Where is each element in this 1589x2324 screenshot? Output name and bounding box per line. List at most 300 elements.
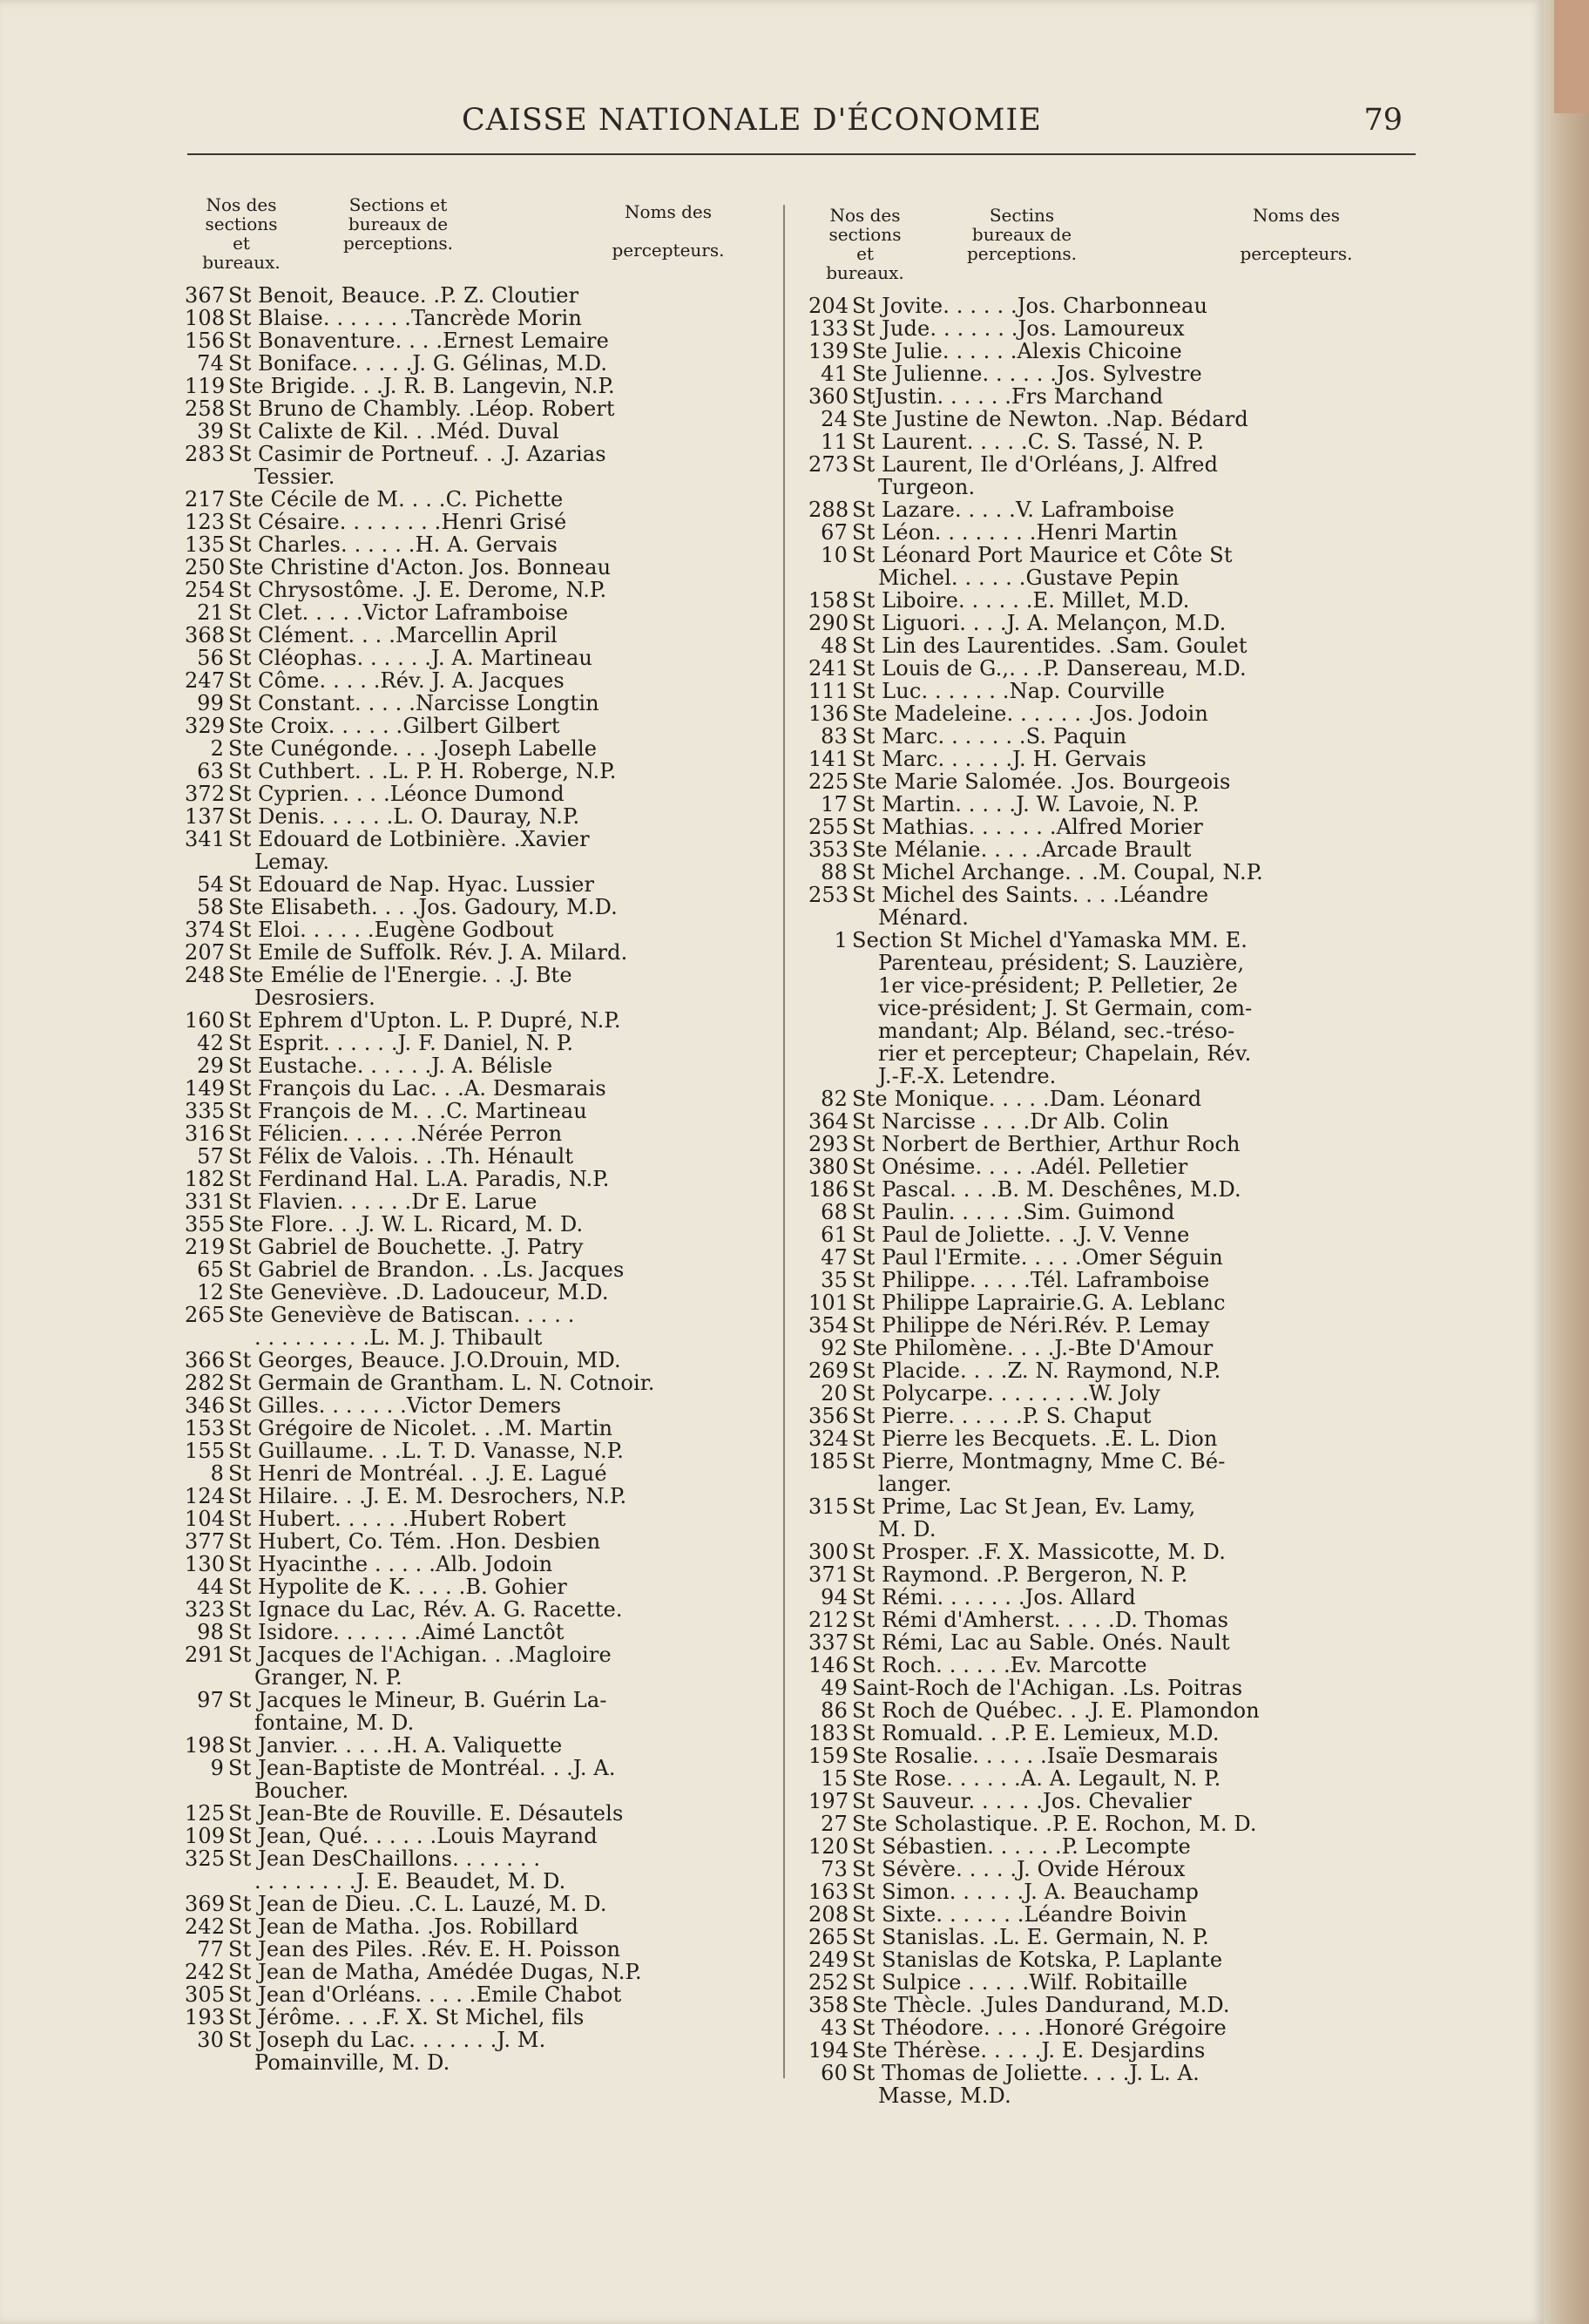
entry-continuation: Parenteau, président; S. Lauzière,	[878, 951, 1245, 975]
entry-text: St Flavien. . . . . .Dr E. Larue	[228, 1189, 538, 1214]
entry-number: 185	[808, 1449, 849, 1474]
directory-entry	[808, 1358, 1383, 1383]
directory-entry	[185, 1212, 751, 1237]
directory-entry	[808, 1834, 1383, 1859]
directory-entry	[185, 1824, 751, 1848]
entry-text: Ste Julienne. . . . . .Jos. Sylvestre	[852, 362, 1202, 386]
entry-number: 293	[808, 1132, 849, 1156]
entry-text: St Hilaire. . .J. E. M. Desrochers, N.P.	[228, 1484, 627, 1508]
entry-number: 124	[185, 1484, 226, 1508]
col-head-numbers: Nos des sections et bureaux.	[202, 194, 281, 273]
entry-number: 341	[185, 827, 226, 851]
directory-entry	[185, 532, 751, 557]
entry-number: 15	[821, 1766, 848, 1791]
entry-text: St Félix de Valois. . .Th. Hénault	[228, 1144, 574, 1169]
entry-text: St Placide. . . .Z. N. Raymond, N.P.	[852, 1358, 1221, 1383]
directory-entry	[808, 837, 1383, 862]
directory-entry	[185, 1303, 751, 1350]
directory-entry	[817, 929, 1383, 1087]
entry-number: 17	[821, 792, 848, 816]
entry-number: 325	[185, 1846, 226, 1871]
directory-entry	[817, 2016, 1383, 2039]
directory-entry	[193, 601, 751, 624]
directory-entry	[808, 1630, 1383, 1655]
entry-text: St Jacques le Mineur, B. Guérin La-	[228, 1688, 607, 1712]
entry-number: 305	[185, 1982, 226, 2007]
entry-text: St Rémi. . . . . . .Jos. Allard	[852, 1585, 1136, 1609]
entry-continuation: . . . . . . . . .L. M. J. Thibault	[254, 1325, 543, 1350]
directory-entry	[808, 294, 1383, 318]
directory-entry	[808, 339, 1383, 363]
entry-text: St Liguori. . . .J. A. Melançon, M.D.	[852, 611, 1227, 635]
directory-entry	[808, 384, 1383, 409]
directory-entry	[185, 1484, 751, 1508]
col-head-sections: Sections et bureaux de perceptions.	[342, 194, 453, 254]
directory-entry	[808, 1494, 1383, 1541]
entry-text: Ste Rosalie. . . . . .Isaïe Desmarais	[852, 1744, 1219, 1768]
directory-entry	[185, 714, 751, 738]
entry-number: 355	[185, 1212, 226, 1237]
directory-entry	[193, 1032, 751, 1054]
entry-number: 21	[197, 600, 224, 625]
entry-number: 108	[185, 306, 226, 330]
directory-entry	[808, 1132, 1383, 1156]
directory-entry	[808, 1291, 1383, 1315]
entry-text: St Casimir de Portneuf. . .J. Azarias	[228, 442, 606, 466]
entry-number: 380	[808, 1155, 849, 1179]
entry-text: St Paul l'Ermite. . . . .Omer Séguin	[852, 1245, 1223, 1270]
entry-number: 204	[808, 294, 849, 318]
directory-entry	[185, 487, 751, 512]
entry-text: St Sévère. . . . .J. Ovide Héroux	[852, 1857, 1186, 1881]
directory-entry	[193, 760, 751, 783]
entry-continuation: Pomainville, M. D.	[254, 2050, 450, 2075]
entry-number: 186	[808, 1177, 849, 1202]
entry-text: St Philippe Laprairie.G. A. Leblanc	[852, 1291, 1226, 1315]
directory-entry	[808, 1925, 1383, 1949]
directory-entry	[808, 1744, 1383, 1768]
directory-entry	[185, 782, 751, 806]
directory-entry	[817, 634, 1383, 657]
directory-entry	[808, 883, 1383, 930]
entry-text: St Gabriel de Bouchette. .J. Patry	[228, 1235, 584, 1259]
directory-entry	[185, 804, 751, 829]
entry-text: Ste Flore. . .J. W. L. Ricard, M. D.	[228, 1212, 584, 1237]
directory-entry	[193, 1689, 751, 1734]
entry-text: St Jean DesChaillons. . . . . . .	[228, 1846, 541, 1871]
directory-entry	[185, 827, 751, 874]
entry-number: 358	[808, 1993, 849, 2017]
entry-number: 133	[808, 316, 849, 341]
directory-entry	[185, 1416, 751, 1440]
entry-text: St Isidore. . . . . . .Aimé Lanctôt	[228, 1620, 565, 1644]
directory-entry	[817, 2062, 1383, 2107]
directory-entry	[193, 692, 751, 715]
directory-entry	[185, 1371, 751, 1395]
entry-number: 377	[185, 1529, 226, 1554]
entry-number: 300	[808, 1540, 849, 1564]
entry-text: St Léon. . . . . . . .Henri Martin	[852, 520, 1178, 545]
entry-text: St Gilles. . . . . . .Victor Demers	[228, 1393, 562, 1418]
directory-entry	[185, 963, 751, 1010]
entry-text: St Roch de Québec. . .J. E. Plamondon	[852, 1698, 1260, 1723]
entry-text: St Théodore. . . . .Honoré Grégoire	[852, 2016, 1227, 2040]
entry-number: 356	[808, 1404, 849, 1428]
col-head-names: Noms des percepteurs.	[612, 201, 725, 261]
directory-entry	[817, 1677, 1383, 1699]
directory-entry	[185, 1643, 751, 1690]
entry-number: 47	[821, 1245, 848, 1270]
entry-text: Ste Monique. . . . .Dam. Léonard	[852, 1087, 1202, 1111]
entry-text: St Lazare. . . . .V. Laframboise	[852, 498, 1175, 522]
entry-number: 372	[185, 782, 226, 806]
page-edge	[1544, 0, 1589, 2324]
entry-text: Ste Christine d'Acton. Jos. Bonneau	[228, 555, 612, 579]
directory-entry	[808, 1313, 1383, 1338]
directory-entry	[817, 1812, 1383, 1835]
right-column-header	[817, 206, 1383, 284]
directory-entry	[185, 1914, 751, 1939]
entry-number: 77	[197, 1937, 224, 1962]
entry-text: St Emile de Suffolk. Rév. J. A. Milard.	[228, 940, 628, 965]
directory-entry	[193, 1621, 751, 1643]
entry-text: St Sébastien. . . . . .P. Lecompte	[852, 1834, 1191, 1859]
directory-entry	[817, 1586, 1383, 1609]
entry-continuation: Granger, N. P.	[254, 1665, 402, 1690]
entry-number: 249	[808, 1948, 849, 1972]
entry-text: St Stanislas de Kotska, P. Laplante	[852, 1948, 1223, 1972]
torn-corner	[1554, 0, 1589, 113]
directory-entry	[193, 352, 751, 375]
entry-text: St Jean-Baptiste de Montréal. . .J. A.	[228, 1756, 616, 1780]
entry-number: 346	[185, 1393, 226, 1418]
entry-number: 39	[197, 419, 224, 444]
entry-text: St Prosper. .F. X. Massicotte, M. D.	[852, 1540, 1226, 1564]
entry-number: 49	[821, 1676, 848, 1700]
entry-text: St Lin des Laurentides. .Sam. Goulet	[852, 634, 1248, 658]
entry-text: St Blaise. . . . . . .Tancrède Morin	[228, 306, 582, 330]
entry-number: 193	[185, 2005, 226, 2029]
directory-entry	[185, 374, 751, 398]
directory-entry	[185, 510, 751, 534]
entry-text: St Charles. . . . . .H. A. Gervais	[228, 532, 558, 557]
entry-continuation: Ménard.	[878, 905, 970, 930]
entry-continuation: Michel. . . . . .Gustave Pepin	[878, 566, 1180, 590]
entry-number: 27	[821, 1812, 848, 1836]
entry-text: Section St Michel d'Yamaska MM. E.	[852, 928, 1248, 952]
directory-entry	[817, 725, 1383, 748]
directory-entry	[185, 1189, 751, 1214]
entry-text: Ste Brigide. . .J. R. B. Langevin, N.P.	[228, 374, 615, 398]
entry-number: 54	[197, 872, 224, 897]
directory-entry	[808, 452, 1383, 499]
entry-text: St François du Lac. . .A. Desmarais	[228, 1076, 606, 1101]
entry-number: 44	[197, 1575, 224, 1599]
entry-text: St Eloi. . . . . .Eugène Godbout	[228, 918, 554, 942]
entry-number: 92	[821, 1336, 848, 1360]
entry-text: St Pierre, Montmagny, Mme C. Bé-	[852, 1449, 1226, 1474]
directory-entry	[808, 1449, 1383, 1496]
entry-continuation: 1er vice-président; P. Pelletier, 2e	[878, 973, 1238, 998]
entry-number: 374	[185, 918, 226, 942]
directory-entry	[185, 1099, 751, 1123]
entry-number: 125	[185, 1801, 226, 1826]
entry-text: St Michel des Saints. . . .Léandre	[852, 883, 1209, 907]
entry-number: 219	[185, 1235, 226, 1259]
right-column	[808, 205, 1383, 2108]
entry-text: St Liboire. . . . . .E. Millet, M.D.	[852, 588, 1190, 613]
directory-entry	[808, 1993, 1383, 2017]
entry-continuation: Boucher.	[254, 1779, 349, 1803]
entry-number: 42	[197, 1031, 224, 1055]
entry-number: 68	[821, 1200, 848, 1224]
column-divider	[783, 205, 785, 2078]
directory-entry	[808, 769, 1383, 794]
entry-number: 153	[185, 1416, 226, 1440]
entry-text: StJustin. . . . . .Frs Marchand	[852, 384, 1164, 409]
entry-text: St Bruno de Chambly. .Léop. Robert	[228, 396, 615, 421]
entry-text: St Côme. . . . .Rév. J. A. Jacques	[228, 668, 565, 693]
entry-text: St Prime, Lac St Jean, Ev. Lamy,	[852, 1494, 1196, 1519]
entry-text: St Philippe. . . . .Tél. Laframboise	[852, 1268, 1210, 1292]
entry-number: 41	[821, 362, 848, 386]
directory-entry	[193, 1938, 751, 1961]
directory-entry	[808, 1404, 1383, 1428]
entry-number: 265	[185, 1303, 226, 1327]
directory-entry	[808, 1177, 1383, 1202]
directory-entry	[808, 1880, 1383, 1904]
page-number: 79	[1363, 103, 1403, 138]
directory-entry	[808, 1902, 1383, 1927]
col-head-sections: Sectins bureaux de perceptions.	[966, 205, 1077, 264]
directory-entry	[808, 1970, 1383, 1995]
entry-number: 141	[808, 747, 849, 771]
entry-number: 149	[185, 1076, 226, 1101]
directory-entry	[185, 555, 751, 579]
directory-entry	[808, 815, 1383, 839]
entry-text: St Germain de Grantham. L. N. Cotnoir.	[228, 1371, 655, 1395]
entry-number: 331	[185, 1189, 226, 1214]
entry-continuation: rier et percepteur; Chapelain, Rév.	[878, 1041, 1252, 1066]
entry-number: 369	[185, 1892, 226, 1916]
entry-number: 371	[808, 1562, 849, 1587]
directory-entry	[817, 408, 1383, 430]
entry-text: St Narcisse . . . .Dr Alb. Colin	[852, 1109, 1169, 1134]
entry-number: 130	[185, 1552, 226, 1576]
directory-entry	[193, 737, 751, 760]
entry-continuation: Turgeon.	[878, 475, 976, 499]
entry-number: 163	[808, 1880, 849, 1904]
directory-entry	[817, 861, 1383, 884]
directory-entry	[817, 1223, 1383, 1246]
directory-entry	[808, 1653, 1383, 1677]
entry-text: Ste Marie Salomée. .Jos. Bourgeois	[852, 769, 1231, 794]
entry-number: 137	[185, 804, 226, 829]
entry-text: St Edouard de Nap. Hyac. Lussier	[228, 872, 595, 897]
directory-entry	[185, 623, 751, 647]
entry-number: 291	[185, 1643, 226, 1667]
directory-entry	[193, 896, 751, 918]
entry-text: St Clément. . . .Marcellin April	[228, 623, 558, 647]
directory-entry	[193, 1281, 751, 1304]
entry-text: St Paul de Joliette. . .J. V. Venne	[852, 1223, 1190, 1247]
entry-text: St Constant. . . . .Narcisse Longtin	[228, 691, 599, 715]
entry-number: 8	[210, 1461, 224, 1486]
entry-number: 250	[185, 555, 226, 579]
entry-text: St Hubert, Co. Tém. .Hon. Desbien	[228, 1529, 601, 1554]
entry-number: 367	[185, 283, 226, 308]
entry-continuation: Masse, M.D.	[878, 2083, 1011, 2108]
entry-continuation: Tessier.	[254, 464, 335, 489]
entry-number: 74	[197, 351, 224, 376]
entry-number: 63	[197, 759, 224, 783]
entry-text: St Paulin. . . . . .Sim. Guimond	[852, 1200, 1175, 1224]
entry-continuation: Lemay.	[254, 850, 330, 874]
directory-entry	[185, 1982, 751, 2007]
entry-text: St Ephrem d'Upton. L. P. Dupré, N.P.	[228, 1008, 621, 1033]
directory-entry	[808, 1948, 1383, 1972]
entry-number: 104	[185, 1507, 226, 1531]
entry-number: 315	[808, 1494, 849, 1519]
entry-number: 136	[808, 701, 849, 726]
entry-text: St Hypolite de K. . . . .B. Gohier	[228, 1575, 568, 1599]
directory-entry	[193, 873, 751, 896]
entry-text: St Philippe de Néri.Rév. P. Lemay	[852, 1313, 1210, 1338]
directory-entry	[185, 1733, 751, 1758]
entry-number: 30	[197, 2028, 224, 2052]
entry-continuation: . . . . . . . .J. E. Beaudet, M. D.	[254, 1869, 566, 1894]
directory-entry	[817, 1201, 1383, 1223]
entry-number: 58	[197, 895, 224, 919]
entry-text: St Onésime. . . . .Adél. Pelletier	[852, 1155, 1188, 1179]
entry-text: St François de M. . .C. Martineau	[228, 1099, 587, 1123]
page-title: CAISSE NATIONALE D'ÉCONOMIE	[462, 103, 1042, 138]
directory-entry	[808, 611, 1383, 635]
directory-entry	[185, 2005, 751, 2029]
directory-entry	[808, 1155, 1383, 1179]
entry-text: Ste Cunégonde. . . .Joseph Labelle	[228, 736, 598, 761]
directory-entry	[808, 701, 1383, 726]
directory-entry	[185, 329, 751, 353]
directory-entry	[808, 1109, 1383, 1134]
entry-number: 324	[808, 1426, 849, 1451]
entry-text: St Rémi, Lac au Sable. Onés. Nault	[852, 1630, 1230, 1655]
entry-number: 265	[808, 1925, 849, 1949]
entry-text: St Léonard Port Maurice et Côte St	[852, 543, 1233, 567]
directory-entry	[185, 1439, 751, 1463]
directory-entry	[193, 1145, 751, 1168]
entry-number: 86	[821, 1698, 848, 1723]
directory-entry	[808, 1426, 1383, 1451]
entry-number: 119	[185, 374, 226, 398]
entry-number: 67	[821, 520, 848, 545]
directory-entry	[185, 1076, 751, 1101]
entry-text: St Mathias. . . . . . .Alfred Morier	[852, 815, 1203, 839]
entry-text: St Jude. . . . . . .Jos. Lamoureux	[852, 316, 1185, 341]
entry-number: 35	[821, 1268, 848, 1292]
directory-entry	[185, 1348, 751, 1372]
entry-continuation: mandant; Alp. Béland, sec.-tréso-	[878, 1019, 1235, 1043]
entry-text: St Pierre. . . . . .P. S. Chaput	[852, 1404, 1152, 1428]
right-entries-list	[808, 294, 1383, 2108]
directory-entry	[193, 647, 751, 669]
entry-text: Ste Croix. . . . . .Gilbert Gilbert	[228, 714, 560, 738]
entry-number: 12	[197, 1280, 224, 1304]
entry-number: 323	[185, 1597, 226, 1622]
entry-text: St Bonaventure. . . .Ernest Lemaire	[228, 329, 610, 353]
entry-text: St Gabriel de Brandon. . .Ls. Jacques	[228, 1257, 625, 1282]
directory-entry	[185, 1960, 751, 1984]
entry-text: St Cuthbert. . .L. P. H. Roberge, N.P.	[228, 759, 617, 783]
entry-text: St Jean des Piles. .Rév. E. H. Poisson	[228, 1937, 621, 1962]
entry-number: 258	[185, 396, 226, 421]
directory-entry	[817, 544, 1383, 589]
entry-number: 242	[185, 1914, 226, 1939]
entry-number: 10	[821, 543, 848, 567]
entry-text: Ste Rose. . . . . .A. A. Legault, N. P.	[852, 1766, 1221, 1791]
entry-number: 2	[210, 736, 224, 761]
entry-text: St Boniface. . . . .J. G. Gélinas, M.D.	[228, 351, 608, 376]
entry-number: 329	[185, 714, 226, 738]
entry-text: St Jean de Matha, Amédée Dugas, N.P.	[228, 1960, 642, 1984]
entry-text: St Cyprien. . . .Léonce Dumond	[228, 782, 565, 806]
directory-entry	[808, 316, 1383, 341]
entry-text: St Laurent. . . . .C. S. Tassé, N. P.	[852, 430, 1205, 454]
entry-number: 155	[185, 1439, 226, 1463]
entry-number: 20	[821, 1381, 848, 1406]
directory-entry	[185, 1597, 751, 1622]
entry-number: 139	[808, 339, 849, 363]
entry-text: St Luc. . . . . . .Nap. Courville	[852, 679, 1166, 703]
entry-number: 208	[808, 1902, 849, 1927]
directory-entry	[808, 1540, 1383, 1564]
directory-entry	[808, 656, 1383, 681]
entry-number: 241	[808, 656, 849, 681]
entry-number: 254	[185, 578, 226, 602]
entry-number: 360	[808, 384, 849, 409]
directory-entry	[185, 578, 751, 602]
entry-text: St Clet. . . . .Victor Laframboise	[228, 600, 569, 625]
entry-number: 159	[808, 1744, 849, 1768]
directory-entry	[193, 1462, 751, 1485]
directory-entry	[808, 498, 1383, 522]
entry-number: 194	[808, 2038, 849, 2063]
entry-text: St Marc. . . . . . .S. Paquin	[852, 724, 1127, 749]
entry-text: St Pierre les Becquets. .E. L. Dion	[852, 1426, 1218, 1451]
entry-number: 198	[185, 1733, 226, 1758]
entry-number: 48	[821, 634, 848, 658]
entry-text: St Edouard de Lotbinière. .Xavier	[228, 827, 590, 851]
entry-text: St Esprit. . . . . .J. F. Daniel, N. P.	[228, 1031, 574, 1055]
entry-text: St Calixte de Kil. . .Méd. Duval	[228, 419, 559, 444]
entry-number: 242	[185, 1960, 226, 1984]
directory-entry	[185, 918, 751, 942]
directory-entry	[193, 1757, 751, 1802]
entry-text: Ste Geneviève de Batiscan. . . . .	[228, 1303, 575, 1327]
entry-number: 82	[821, 1087, 848, 1111]
left-column	[185, 194, 751, 2075]
entry-number: 60	[821, 2061, 848, 2085]
directory-entry	[185, 940, 751, 965]
entry-text: St Martin. . . . .J. W. Lavoie, N. P.	[852, 792, 1200, 816]
entry-text: St Guillaume. . .L. T. D. Vanasse, N.P.	[228, 1439, 624, 1463]
directory-entry	[808, 1789, 1383, 1813]
entry-text: St Jean de Dieu. .C. L. Lauzé, M. D.	[228, 1892, 607, 1916]
entry-text: St Grégoire de Nicolet. . .M. Martin	[228, 1416, 613, 1440]
col-head-numbers: Nos des sections et bureaux.	[826, 205, 904, 283]
entry-text: Ste Mélanie. . . . .Arcade Brault	[852, 837, 1192, 862]
directory-entry	[185, 1167, 751, 1191]
